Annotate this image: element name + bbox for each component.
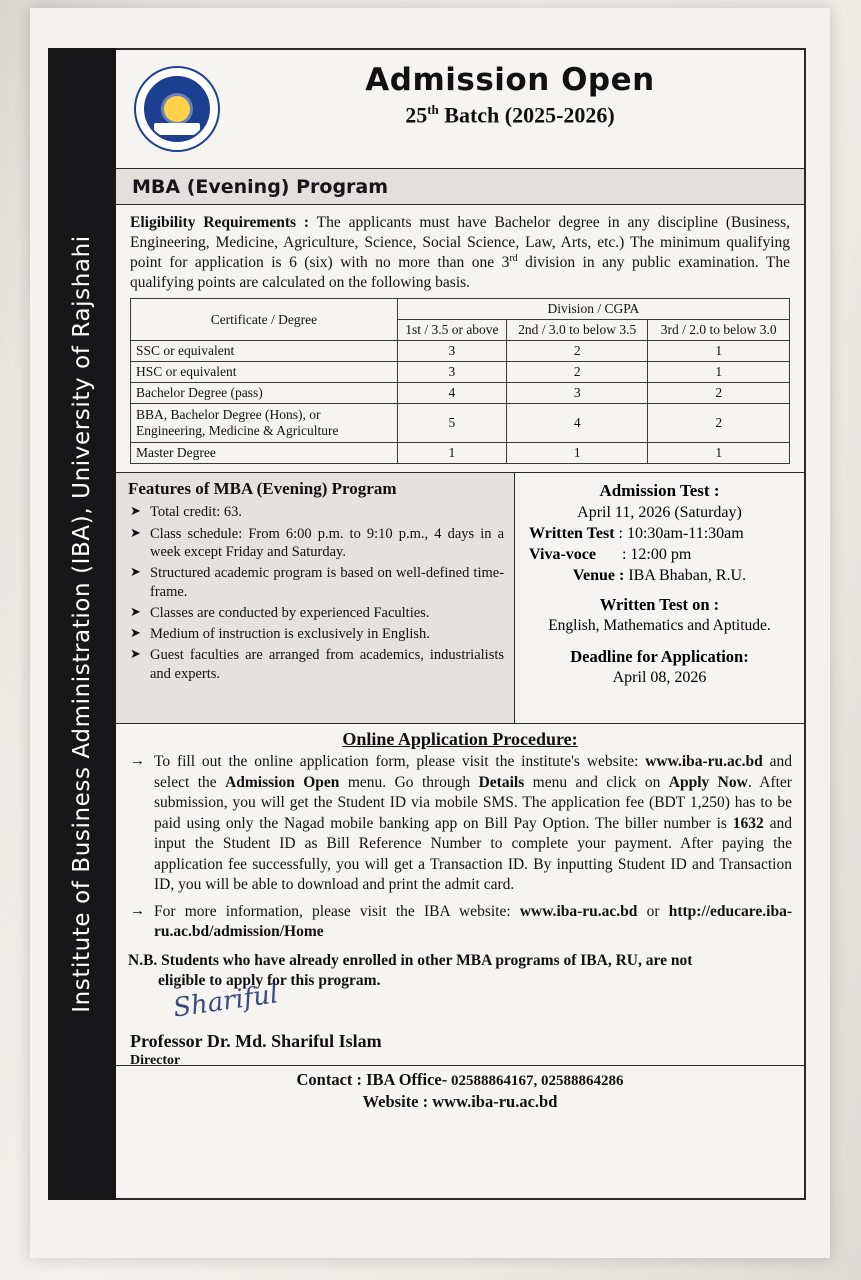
handwritten-signature: Shariful (171, 979, 281, 1024)
batch-number: 25 (405, 102, 428, 128)
nb-text-2: eligible to apply for this program. (158, 971, 381, 989)
proc1-b5: 1632 (732, 814, 764, 832)
viva-voce-value: : 12:00 pm (621, 546, 692, 564)
col-header-first: 1st / 3.5 or above (397, 320, 506, 341)
written-test-on-subjects: English, Mathematics and Aptitude. (548, 617, 771, 635)
batch-years: Batch (2025-2026) (438, 102, 615, 128)
poster-header (116, 50, 804, 169)
eligibility-paragraph (116, 205, 804, 296)
batch-subtitle (226, 102, 794, 128)
bullet-arrow-icon: ➤ (130, 646, 141, 662)
proc1-t5: . After submission, you will get the Student ID via mobile SMS. The application fee (BDT 1,250) has to be paid using only the Nagad mobile banking app on Bill Pay Option. The biller number is (154, 773, 792, 832)
contact-label: Contact : IBA Office- (296, 1069, 448, 1089)
proc1-t6: and input the Student ID as Bill Reference Number to complete your payment. After paying the application fee successfully, you will get a Transaction ID. By inputting Student ID and Transaction ID, you will be able to download and print the admit card. (154, 814, 792, 894)
list-item (128, 646, 504, 683)
cell-first: 3 (397, 341, 506, 362)
features-and-test-section (116, 472, 804, 724)
cell-second: 2 (506, 362, 648, 383)
batch-ordinal: th (427, 102, 439, 117)
page-title: Admission Open (365, 62, 655, 98)
proc1-t3: menu. Go through (339, 773, 479, 791)
feature-text: Total credit: 63. (150, 504, 242, 521)
cell-cert: SSC or equivalent (131, 341, 398, 362)
arrow-right-icon: → (130, 902, 145, 919)
nb-text: Students who have already enrolled in other MBA programs of IBA, RU, are not (157, 951, 693, 969)
cell-third: 1 (648, 341, 790, 362)
list-item (128, 625, 504, 643)
viva-voce-label: Viva-voce (529, 546, 596, 564)
written-test-on-title: Written Test on : (599, 595, 720, 615)
cell-first: 5 (397, 404, 506, 443)
written-test-label: Written Test (529, 525, 615, 543)
poster-content (116, 48, 806, 1200)
nb-label: N.B. (128, 951, 158, 969)
proc1-b3: Details (478, 773, 525, 791)
feature-text: Medium of instruction is exclusively in English. (150, 626, 430, 643)
cell-second: 1 (506, 443, 648, 464)
table-header-row-1 (131, 299, 790, 320)
venue-value: IBA Bhaban, R.U. (624, 567, 747, 585)
features-title: Features of MBA (Evening) Program (128, 479, 397, 499)
online-procedure-heading: Online Application Procedure: (342, 729, 578, 750)
cell-cert: BBA, Bachelor Degree (Hons), or Engineering, Medicine & Agriculture (131, 404, 398, 443)
col-header-certificate: Certificate / Degree (131, 299, 398, 341)
feature-text: Class schedule: From 6:00 p.m. to 9:10 p.m., 4 days in a week except Friday and Saturday. (150, 525, 505, 560)
cell-cert: Bachelor Degree (pass) (131, 383, 398, 404)
bullet-arrow-icon: ➤ (130, 503, 141, 519)
feature-text: Guest faculties are arranged from academics, industrialists and experts. (150, 647, 505, 682)
deadline-title: Deadline for Application: (570, 647, 749, 667)
eligibility-text-1: The applicants must have Bachelor degree in any discipline (Business, Engineering, Medicine, Agriculture, Science, Social Science, Law, Arts, etc.) The minimum qualifying point for application is 6 (six) with no more than one 3 (130, 214, 790, 271)
venue-row (523, 567, 796, 585)
procedure-step-1 (128, 752, 792, 895)
cell-first: 3 (397, 362, 506, 383)
contact-line (116, 1070, 804, 1090)
proc1-b1: www.iba-ru.ac.bd (645, 753, 763, 771)
header-titles (226, 62, 794, 128)
signatory-role: Director (130, 1052, 181, 1068)
proc1-b4: Apply Now (668, 773, 748, 791)
proc1-t2: and select the (154, 753, 792, 791)
admission-test-date: April 11, 2026 (Saturday) (577, 504, 742, 522)
cell-second: 4 (506, 404, 648, 443)
iba-website-link[interactable]: www.iba-ru.ac.bd (519, 902, 638, 920)
feature-text: Structured academic program is based on well-defined time-frame. (150, 565, 505, 600)
admission-test-title: Admission Test : (599, 481, 720, 501)
table-row (131, 341, 790, 362)
col-header-third: 3rd / 2.0 to below 3.0 (648, 320, 790, 341)
table-row (131, 383, 790, 404)
cell-first: 1 (397, 443, 506, 464)
table-row (131, 404, 790, 443)
program-bar (116, 169, 804, 205)
list-item (128, 525, 504, 562)
cell-third: 1 (648, 362, 790, 383)
bullet-arrow-icon: ➤ (130, 564, 141, 580)
viva-voce-row (523, 546, 796, 564)
contact-footer (116, 1065, 804, 1118)
bullet-arrow-icon: ➤ (130, 524, 141, 540)
qualifying-points-table-wrapper (116, 296, 804, 472)
eligibility-text-2: division in any public examination. The qualifying points are calculated on the following basis. (130, 253, 790, 291)
online-procedure-body (116, 752, 804, 942)
arrow-right-icon: → (130, 753, 145, 770)
venue-label: Venue : (572, 567, 625, 585)
written-test-row (523, 525, 796, 543)
institute-name-vertical: Institute of Business Administration (IBA), University of Rajshahi (69, 235, 95, 1013)
list-item (128, 564, 504, 601)
feature-text: Classes are conducted by experienced Faculties. (150, 604, 430, 621)
proc1-b2: Admission Open (225, 773, 340, 791)
cell-cert: Master Degree (131, 443, 398, 464)
signatory-name: Professor Dr. Md. Shariful Islam (130, 1030, 382, 1051)
features-list (128, 503, 504, 682)
contact-numbers: 02588864167, 02588864286 (447, 1072, 624, 1089)
deadline-date: April 08, 2026 (612, 669, 707, 687)
website-line[interactable]: Website : www.iba-ru.ac.bd (362, 1091, 558, 1111)
table-row (131, 443, 790, 464)
bullet-arrow-icon: ➤ (130, 625, 141, 641)
proc1-t4: menu and click on (524, 773, 669, 791)
bullet-arrow-icon: ➤ (130, 603, 141, 619)
cell-third: 2 (648, 404, 790, 443)
proc1-t1: To fill out the online application form, please visit the institute's website: (154, 753, 646, 771)
nb-note (116, 949, 804, 991)
admission-test-panel (515, 473, 804, 723)
program-title: MBA (Evening) Program (132, 175, 389, 198)
cell-first: 4 (397, 383, 506, 404)
table-row (131, 362, 790, 383)
eligibility-heading: Eligibility Requirements : (130, 214, 310, 231)
proc2-t1: For more information, please visit the IBA website: (154, 902, 520, 920)
procedure-step-2 (128, 902, 792, 943)
university-of-rajshahi-logo-icon (134, 66, 220, 152)
vertical-institute-band (48, 48, 116, 1200)
list-item (128, 503, 504, 521)
list-item (128, 604, 504, 622)
cell-second: 2 (506, 341, 648, 362)
written-test-value: : 10:30am-11:30am (618, 525, 744, 543)
cell-third: 1 (648, 443, 790, 464)
proc2-t2: or (637, 902, 669, 920)
col-header-division-group: Division / CGPA (397, 299, 789, 320)
qualifying-points-table (130, 298, 790, 464)
cell-second: 3 (506, 383, 648, 404)
educare-portal-link[interactable]: http://educare.iba-ru.ac.bd/admission/Home (154, 902, 792, 941)
cell-cert: HSC or equivalent (131, 362, 398, 383)
col-header-second: 2nd / 3.0 to below 3.5 (506, 320, 648, 341)
features-panel (116, 473, 515, 723)
cell-third: 2 (648, 383, 790, 404)
eligibility-sup: rd (509, 252, 518, 264)
